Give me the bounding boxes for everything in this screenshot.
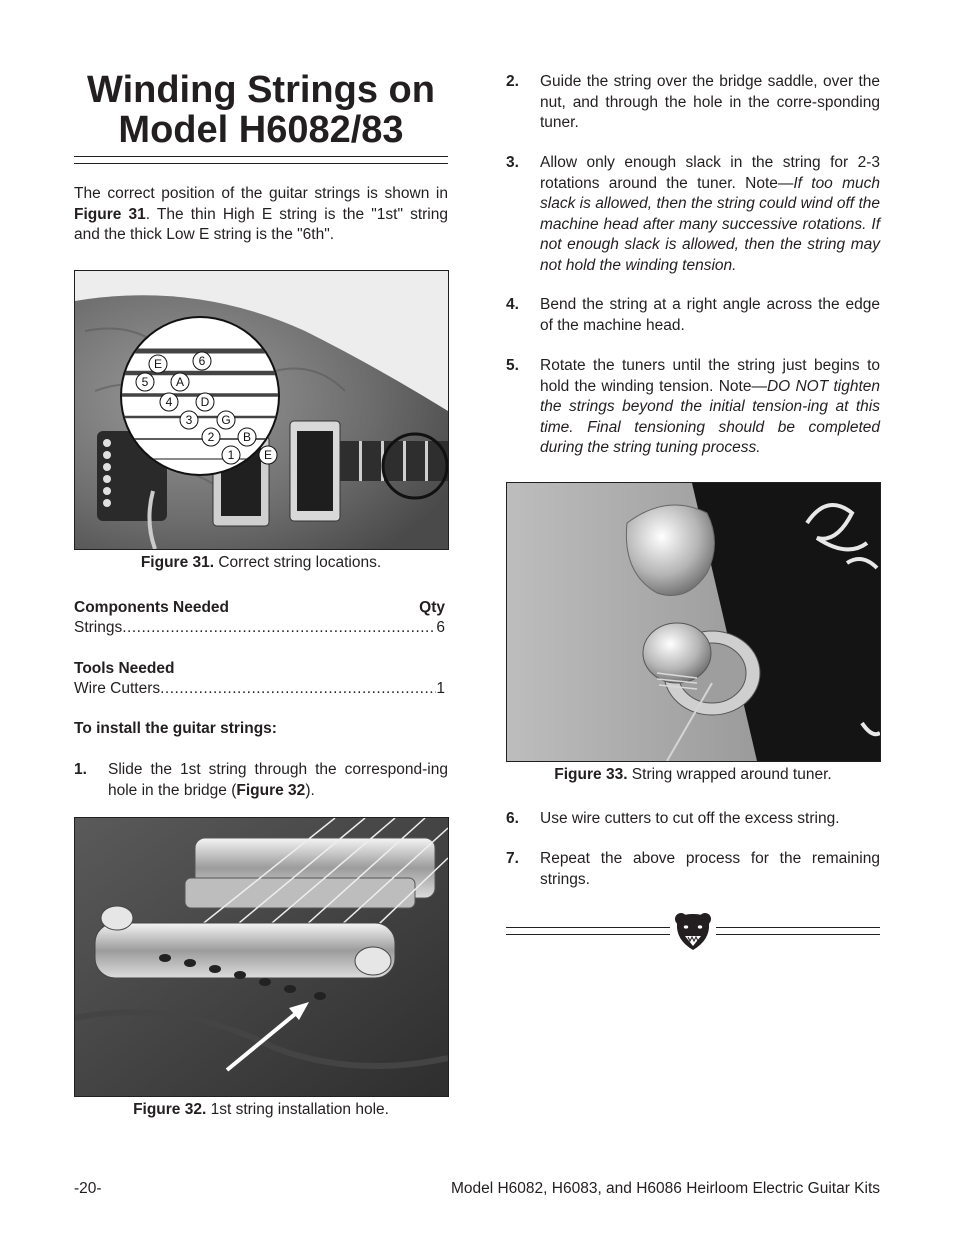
step-3-note: If too much slack is allowed, then the string could wind off the machine head after many successive rotations. If not enough slack is allowed, then the string may not hold the winding tension.	[540, 174, 880, 274]
label-num-4	[160, 393, 178, 411]
step-5-note: DO NOT tighten the strings beyond the initial tension-ing at this time. Final tensioning should be completed during the string tuning process.	[540, 377, 881, 456]
end-rule-left-2	[506, 934, 670, 935]
step-7: 7. Repeat the above process for the remaining strings.	[506, 850, 880, 888]
label-B	[238, 428, 256, 446]
label-num-6	[193, 352, 211, 370]
svg-text:D: D	[200, 395, 210, 409]
label-num-5	[136, 373, 154, 391]
end-rule-right-1	[716, 927, 880, 928]
title-line-2: Model H6082/83	[118, 109, 404, 151]
component-row-strings: Strings ..... 6	[74, 618, 445, 639]
svg-text:A: A	[175, 375, 185, 389]
step-6: 6. Use wire cutters to cut off the excess string.	[506, 810, 840, 827]
page-title	[74, 70, 448, 150]
bear-logo-icon	[672, 910, 714, 952]
label-num-1	[222, 446, 240, 464]
svg-text:3: 3	[185, 413, 193, 427]
figure-33-caption: Figure 33. String wrapped around tuner.	[554, 766, 832, 783]
svg-text:6: 6	[198, 354, 206, 368]
label-num-3	[180, 411, 198, 429]
bridge-photo	[75, 818, 448, 1096]
title-rule-bottom	[74, 163, 448, 164]
svg-text:4: 4	[165, 395, 173, 409]
svg-text:E: E	[263, 448, 273, 462]
title-line-1: Winding Strings on	[87, 69, 435, 111]
step-4: 4. Bend the string at a right angle across the edge of the machine head.	[506, 296, 880, 334]
step-1: 1. Slide the 1st string through the correspond-ing hole in the bridge (Figure 32).	[74, 761, 448, 799]
install-heading: To install the guitar strings:	[74, 720, 277, 737]
label-A	[171, 373, 189, 391]
figure-32-caption: Figure 32. 1st string installation hole.	[133, 1101, 389, 1118]
tool-row-wire-cutters: Wire Cutters ..... 1	[74, 679, 445, 700]
components-table	[74, 598, 445, 639]
figure-33-image	[506, 482, 881, 762]
svg-text:G: G	[221, 413, 231, 427]
svg-text:1: 1	[227, 448, 235, 462]
svg-text:E: E	[153, 357, 163, 371]
label-G	[217, 411, 235, 429]
end-rule-left-1	[506, 927, 670, 928]
step-5: 5. Rotate the tuners until the string just begins to hold the winding tension. Note—DO NOT tighten the strings beyond the initial tension-ing at this time. Final tensioning should be completed during the string tuning process.	[506, 357, 881, 456]
step-2: 2. Guide the string over the bridge saddle, over the nut, and through the hole in the corre-sponding tuner.	[506, 73, 880, 131]
label-D	[196, 393, 214, 411]
end-rule-right-2	[716, 934, 880, 935]
step-3: 3. Allow only enough slack in the string for 2-3 rotations around the tuner. Note—If too much slack is allowed, then the string could wind off the machine head after many successive rotations. If not enough slack is allowed, then the string may not hold the winding tension.	[506, 154, 880, 274]
tuner-photo	[507, 483, 880, 761]
figure-31-ref: Figure 31	[74, 205, 146, 223]
figure-32-ref: Figure 32	[236, 781, 306, 799]
figure-31-image	[74, 270, 449, 550]
label-E1	[259, 446, 277, 464]
label-num-2	[202, 428, 220, 446]
figure-32-image	[74, 817, 449, 1097]
label-E6	[149, 355, 167, 373]
svg-text:2: 2	[207, 430, 215, 444]
title-rule-top	[74, 156, 448, 157]
qty-heading: Qty	[419, 599, 445, 616]
svg-text:B: B	[242, 430, 252, 444]
components-heading: Components Needed	[74, 599, 230, 616]
footer-doc-title: Model H6082, H6083, and H6086 Heirloom Electric Guitar Kits	[450, 1180, 880, 1197]
page-number: -20-	[74, 1180, 102, 1197]
guitar-body-illustration	[75, 271, 448, 549]
tools-heading: Tools Needed	[74, 660, 175, 677]
svg-text:5: 5	[141, 375, 149, 389]
figure-31-caption: Figure 31. Correct string locations.	[140, 554, 382, 571]
tools-table	[74, 659, 445, 700]
intro-paragraph: The correct position of the guitar strings is shown in Figure 31. The thin High E string is the "1st" string and the thick Low E string is the "6th".	[74, 185, 448, 243]
